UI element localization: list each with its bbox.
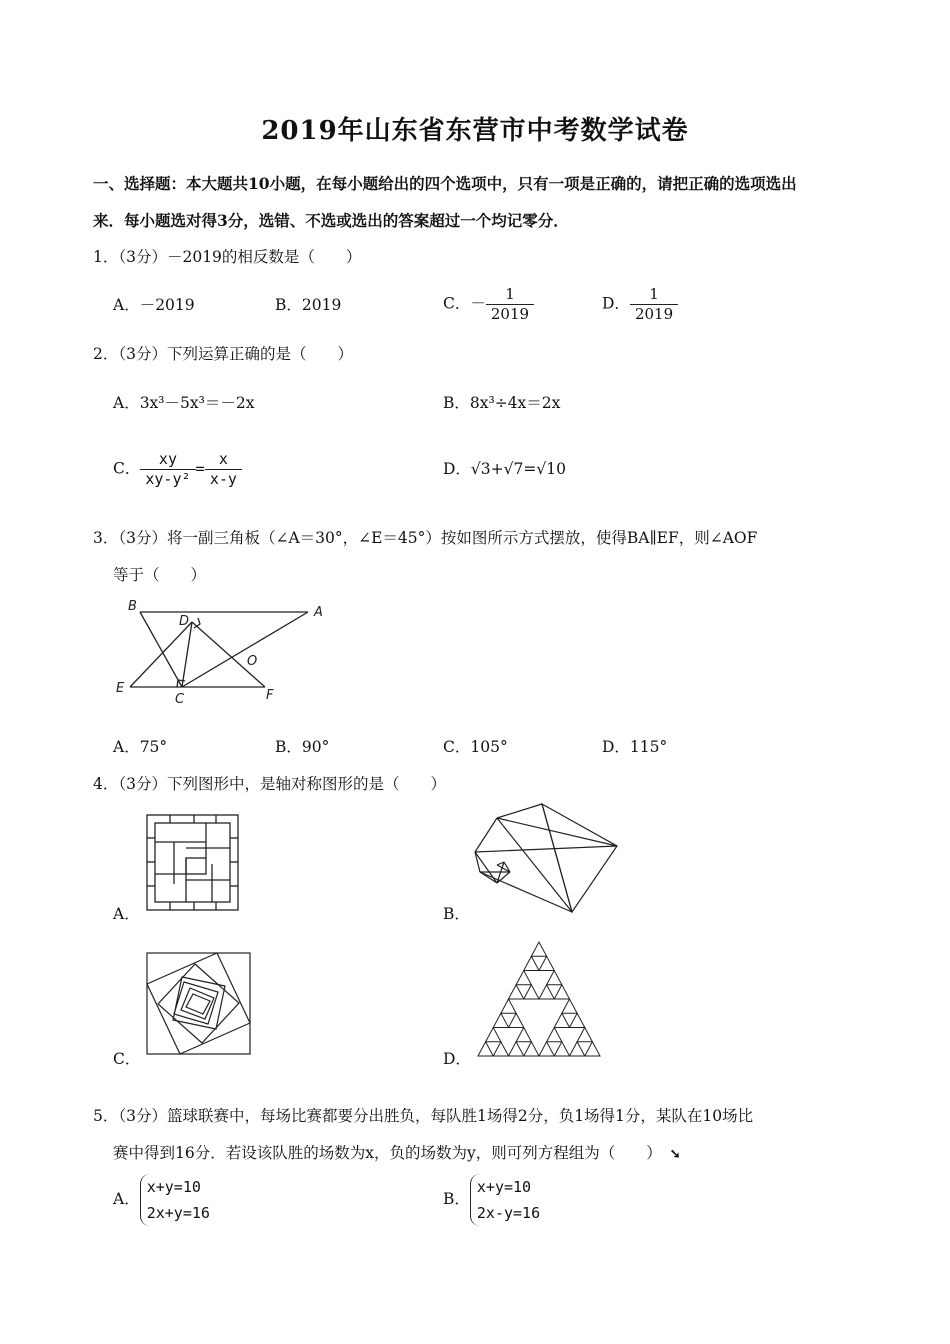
- q1-c-fraction: $\frac{1}{2019}$: [486, 285, 534, 324]
- q3-label-c: C: [175, 692, 185, 707]
- q3-label-a: A: [314, 605, 323, 620]
- q4-figure-d-sierpinski-triangle: [476, 940, 602, 1058]
- q4-option-c-label: C．: [113, 1050, 141, 1068]
- q4-stem: 4．（3分）下列图形中，是轴对称图形的是（ ）: [93, 775, 446, 793]
- q5-b-prefix: B．: [443, 1190, 470, 1208]
- q3-option-a: A．75°: [113, 738, 168, 756]
- q1-d-prefix: D．: [602, 294, 630, 313]
- q5-stem-line2: [113, 1141, 681, 1163]
- q2-option-a: A．3x³－5x³＝－2x: [113, 394, 255, 412]
- q3-stem-line1: 3．（3分）将一副三角板（∠A＝30°，∠E＝45°）按如图所示方式摆放，使得BA∥EF，则∠AOF: [93, 529, 758, 547]
- paper-title: 2019年山东省东营市中考数学试卷: [261, 116, 689, 146]
- q1-d-fraction: $\frac{1}{2019}$: [630, 285, 678, 324]
- q3-label-f: F: [266, 688, 274, 703]
- q2-c-equals: =: [195, 459, 205, 478]
- q5-arrow-icon: ➘: [669, 1147, 681, 1162]
- q3-label-d: D: [179, 614, 190, 629]
- section-heading-line2: 来．每小题选对得3分，选错、不选或选出的答案超过一个均记零分．: [93, 211, 569, 230]
- q5-option-b: [443, 1174, 540, 1226]
- q3-option-b: B．90°: [275, 738, 330, 756]
- q1-stem: 1．（3分）－2019的相反数是（ ）: [93, 248, 362, 266]
- q1-option-a: A．－2019: [113, 296, 195, 314]
- q1-option-d: [602, 285, 678, 324]
- q4-option-d-label: D．: [443, 1050, 471, 1068]
- q2-option-c: [113, 450, 242, 489]
- q2-c-right-fraction: $\frac{x}{x-y}$: [205, 450, 242, 489]
- q1-option-b: B．2019: [275, 296, 342, 314]
- q3-stem-line2: 等于（ ）: [113, 566, 207, 584]
- q3-option-d: D．115°: [602, 738, 668, 756]
- q1-option-c: [443, 285, 534, 324]
- q4-option-a-label: A．: [113, 905, 140, 923]
- q3-label-e: E: [116, 681, 125, 696]
- q3-label-b: B: [128, 599, 137, 614]
- section-heading-line1: 一、选择题：本大题共10小题，在每小题给出的四个选项中，只有一项是正确的，请把正确的选项选出: [93, 174, 797, 193]
- q2-stem: 2．（3分）下列运算正确的是（ ）: [93, 345, 353, 363]
- q4-option-b-label: B．: [443, 905, 470, 923]
- q4-figure-c-nested-squares: [146, 952, 252, 1056]
- q5-b-system: x+y=10 2x-y=16: [470, 1174, 540, 1226]
- q2-c-prefix: C．: [113, 459, 141, 478]
- q2-option-b: B．8x³÷4x＝2x: [443, 394, 561, 412]
- q3-option-c: C．105°: [443, 738, 508, 756]
- q5-stem-text: 赛中得到16分．若设该队胜的场数为x，负的场数为y，则可列方程组为（ ）: [113, 1144, 662, 1162]
- q5-a-prefix: A．: [113, 1190, 140, 1208]
- q4-figure-b-spiral-triangles: [470, 800, 622, 914]
- q3-label-o: O: [247, 654, 258, 669]
- q5-option-a: [113, 1174, 210, 1226]
- q3-triangle-figure: [110, 595, 340, 707]
- q5-a-system: x+y=10 2x+y=16: [140, 1174, 210, 1226]
- q1-c-prefix: C．－: [443, 294, 486, 313]
- q2-option-d: D．√3+√7=√10: [443, 460, 566, 478]
- q4-figure-a-pinwheel-grid: [146, 814, 240, 912]
- q2-c-left-fraction: $\frac{xy}{\text{xy-y²}}$: [140, 450, 195, 489]
- q5-stem-line1: 5．（3分）篮球联赛中，每场比赛都要分出胜负，每队胜1场得2分，负1场得1分，某队在10场比: [93, 1107, 754, 1125]
